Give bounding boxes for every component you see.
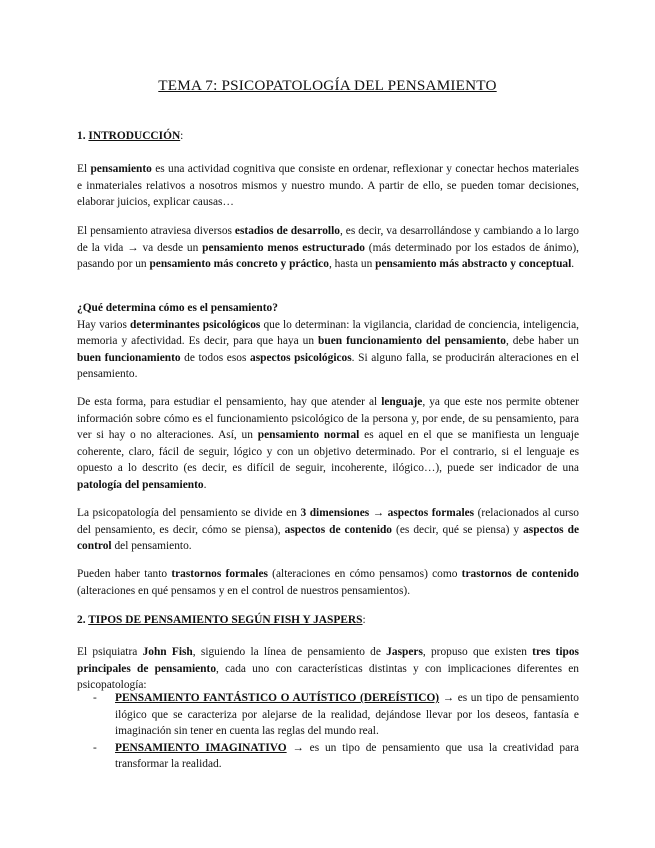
p1-text-a: El (77, 163, 91, 175)
section-2-heading (77, 612, 579, 629)
p7-text-e: , propuso que existen (422, 646, 533, 658)
p2-bold-abstracto: pensamiento más abstracto y conceptual (375, 258, 572, 271)
p4-bold-lenguaje: lenguaje (381, 396, 423, 408)
p3-text-e: , debe haber un (505, 335, 579, 348)
list-item-heading: PENSAMIENTO FANTÁSTICO O AUTÍSTICO (DEREÍSTICO) (115, 692, 440, 704)
list-dash: - (93, 692, 97, 704)
p2-text-a: El pensamiento atraviesa diversos (77, 225, 235, 237)
p4-text-c: , ya que este nos permite obtener información sobre cómo es el funcionamiento psicológico de la persona y, por ende, de su pensamiento, para ver si hay o no alteraciones. Así, un (77, 396, 579, 442)
list-dash: - (93, 741, 97, 754)
p4-text-a: De esta forma, para estudiar el pensamiento, hay que atender al (77, 396, 382, 408)
p2-text-e: (más determinado por los estados de ánimo), pasando por un (77, 241, 579, 271)
p3-text-c: que lo determinan: la vigilancia, claridad de conciencia, inteligencia, memoria y afectividad. Es decir, para que haya un (77, 318, 579, 348)
p4-text-g: . (203, 478, 207, 491)
p3-question: ¿Qué determina cómo es el pensamiento? (77, 302, 278, 314)
p1-text-c: es una actividad cognitiva que consiste en ordenar, reflexionar y conectar hechos materiales e inmateriales relativos a nosotros mismos y nuestro mundo. A partir de ello, se pueden tomar decisiones, elaborar juicios, explicar causas… (77, 163, 579, 209)
thinking-types-list (77, 690, 579, 773)
p5-text-i: del pensamiento. (111, 540, 192, 553)
p5-bold-contenido: aspectos de contenido (284, 523, 393, 536)
paragraph-4 (77, 394, 579, 494)
p2-text-c: , es decir, va desarrollándose y cambiando a lo largo de la vida → va desde un (77, 225, 579, 254)
p5-text-e: (relacionados al curso del pensamiento, es decir, cómo se piensa), (77, 507, 579, 536)
p7-text-g: , cada uno con características distintas y con implicaciones diferentes en psicopatología: (77, 662, 579, 692)
p3-bold-aspectos-psicologicos: aspectos psicológicos (250, 351, 352, 364)
p5-text-g: (es decir, qué se piensa) y (392, 523, 524, 536)
section-2-number: 2. (77, 614, 86, 626)
p4-bold-patologia: patología del pensamiento (77, 478, 204, 491)
paragraph-2 (77, 223, 579, 273)
p7-text-a: El psiquiatra (77, 646, 143, 658)
p7-bold-tres-tipos: tres tipos principales de pensamiento (77, 646, 579, 675)
p6-text-c: (alteraciones en cómo pensamos) como (267, 568, 462, 580)
list-item-heading: PENSAMIENTO IMAGINATIVO (115, 741, 287, 754)
p2-text-i: . (571, 258, 575, 271)
p5-bold-formales: aspectos formales (387, 507, 475, 519)
list-item-text: → es un tipo de pensamiento que usa la creatividad para transformar la realidad. (115, 741, 579, 771)
list-item (77, 690, 579, 740)
p5-arrow: → (369, 507, 388, 519)
section-1-heading (77, 128, 579, 145)
p3-text-i: . Si alguno falla, se producirán alteraciones en el pensamiento. (77, 351, 579, 381)
p2-bold-estadios: estadios de desarrollo (234, 225, 340, 237)
paragraph-5 (77, 505, 579, 555)
p6-text-e: (alteraciones en qué pensamos y en el control de nuestros pensamientos). (77, 584, 411, 597)
list-item-text: → es un tipo de pensamiento ilógico que se caracteriza por alejarse de la realidad, dejándose llevar por los deseos, fantasía e imaginación sin tener en cuenta las reglas del mundo real. (115, 692, 579, 738)
paragraph-3 (77, 300, 579, 383)
p5-bold-dimensiones: 3 dimensiones (300, 507, 370, 519)
p5-bold-control: aspectos de control (77, 523, 579, 553)
p3-text-a: Hay varios (77, 318, 131, 331)
paragraph-1 (77, 161, 579, 211)
p6-bold-contenido: trastornos de contenido (461, 568, 579, 580)
p1-bold-pensamiento: pensamiento (90, 163, 152, 175)
list-item (77, 740, 579, 773)
p3-bold-buen-funcionamiento-pensamiento: buen funcionamiento del pensamiento (318, 335, 506, 348)
section-1-number: 1. (77, 130, 86, 142)
paragraph-7 (77, 644, 579, 694)
section-1-title: INTRODUCCIÓN (88, 130, 181, 142)
p6-bold-formales: trastornos formales (171, 568, 268, 580)
p2-bold-menos-estructurado: pensamiento menos estructurado (202, 241, 365, 254)
section-2-colon: : (362, 614, 366, 626)
paragraph-6 (77, 566, 579, 599)
section-2-title: TIPOS DE PENSAMIENTO SEGÚN FISH Y JASPERS (88, 614, 363, 626)
p4-bold-pensamiento-normal: pensamiento normal (257, 429, 360, 442)
p3-text-g: de todos esos (180, 351, 250, 364)
p7-text-c: , siguiendo la línea de pensamiento de (192, 646, 387, 658)
document-title: TEMA 7: PSICOPATOLOGÍA DEL PENSAMIENTO (158, 77, 497, 94)
p2-text-g: , hasta un (328, 258, 376, 271)
p2-bold-concreto: pensamiento más concreto y práctico (149, 258, 329, 271)
p7-bold-john-fish: John Fish (142, 646, 193, 658)
p3-bold-buen-funcionamiento: buen funcionamiento (77, 351, 181, 364)
p3-bold-determinantes: determinantes psicológicos (130, 318, 261, 331)
p5-text-a: La psicopatología del pensamiento se divide en (77, 507, 301, 519)
p6-text-a: Pueden haber tanto (77, 568, 172, 580)
section-1-colon: : (180, 130, 184, 142)
p4-text-e: es aquel en el que se manifiesta un lenguaje coherente, claro, fácil de seguir, lógico y con un objetivo determinado. Por el contrario, si el lenguaje es opuesto a lo descrito (es decir, es difícil de seguir, incoherente, ilógico…), puede ser indicador de una (77, 429, 580, 475)
p7-bold-jaspers: Jaspers (386, 646, 423, 658)
